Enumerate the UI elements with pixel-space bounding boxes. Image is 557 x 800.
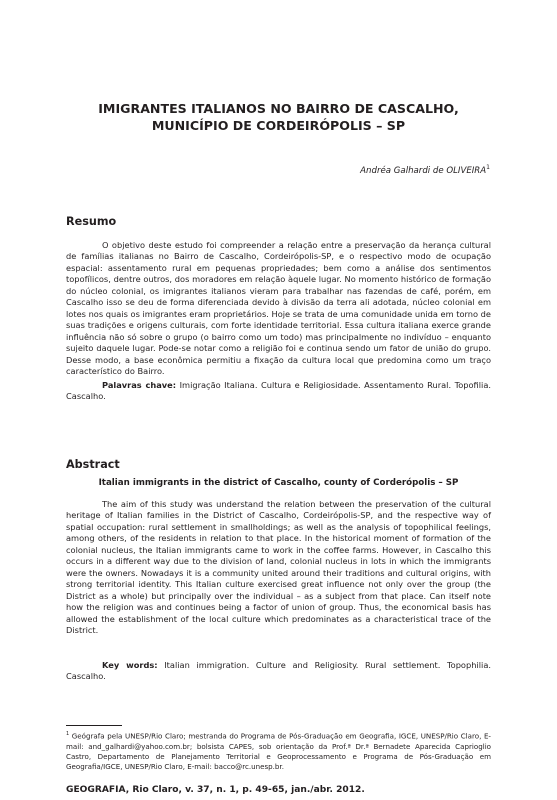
key-words — [66, 660, 491, 683]
article-title — [60, 100, 497, 134]
resumo-paragraph: O objetivo deste estudo foi compreender a relação entre a preservação da herança cultural de famílias italianas no Bairro de Cascalho, Cordeirópolis-SP, e o respectivo modo de ocupação espacial: assentamento rural em pequenas propriedades; bem como a análise dos sentimentos topofílicos, dentre outros, dos moradores em relação àquele lugar. No momento histórico de formação do núcleo colonial, os imigrantes italianos vieram para trabalhar nas fazendas de café, porém, em Cascalho isso se deu de forma diferenciada devido à divisão da terra ali adotada, núcleo colonial em lotes nos quais os imigrantes eram proprietários. Hoje se trata de uma comunidade unida em torno de suas tradições e origens culturais, com forte identidade territorial. Essa cultura italiana exerce grande influência não só sobre o grupo (o bairro como um todo) mas principalmente no indivíduo – enquanto sujeito daquele lugar. Pode-se notar como a religião foi e continua sendo um fator de união do grupo. Desse modo, a base econômica permitiu a fixação da cultura local que predomina como um traço característico do Bairro. — [66, 240, 491, 376]
palavras-chave — [66, 380, 491, 403]
title-line-1: IMIGRANTES ITALIANOS NO BAIRRO DE CASCALHO, — [98, 101, 459, 116]
key-words-label: Key words: — [102, 660, 158, 670]
title-line-2: MUNICÍPIO DE CORDEIRÓPOLIS – SP — [151, 118, 406, 133]
palavras-chave-label: Palavras chave: — [102, 380, 177, 390]
footnote-text: Geógrafa pela UNESP/Rio Claro; mestranda do Programa de Pós-Graduação em Geografia, IGCE, UNESP/Rio Claro, E-mail: and_galhardi@yahoo.com.br; bolsista CAPES, sob orientação da Prof.ª Dr.ª Bernadete Aparecida Caprioglio Castro, Departamento de Planejamento Territorial e Geoprocessamento e Programa de Pós-Graduação em Geografia/IGCE, UNESP/Rio Claro, E-mail: bacco@rc.unesp.br. — [66, 731, 491, 771]
author-footnote-mark: 1 — [486, 164, 490, 171]
key-words-text: Italian immigration. Culture and Religiosity. Rural settlement. Topophilia. Cascalho. — [66, 660, 492, 682]
footnote-divider — [66, 725, 122, 726]
abstract-paragraph: The aim of this study was understand the relation between the preservation of the cultural heritage of Italian families in the District of Cascalho, Cordeirópolis-SP, and the respective way of spatial occupation: rural settlement in smallholdings; as well as the analysis of topophilical feelings, among others, of the residents in relation to that place. In the historical moment of formation of the colonial nucleus, the Italian immigrants came to work in the coffee farms. However, in Cascalho this occurs in a different way due to the division of land, colonial nucleus in lots in which the immigrants were the owners. Nowadays it is a community united around their traditions and cultural origins, with strong territorial identity. This Italian culture exercised great influence not only over the group (the District as a whole) but principally over the individual – as a subject from that place. Can itself note how the religion was and continues being a factor of union of group. Thus, the economical basis has allowed the establishment of the local culture which predominates as a characteristical trace of the District. — [66, 499, 491, 635]
footnote — [66, 729, 491, 772]
abstract-heading: Abstract — [66, 458, 120, 471]
abstract-subtitle: Italian immigrants in the district of Cascalho, county of Corderópolis – SP — [98, 478, 459, 488]
palavras-chave-text: Imigração Italiana. Cultura e Religiosidade. Assentamento Rural. Topofilia. Cascalho. — [66, 380, 492, 402]
journal-footer: GEOGRAFIA, Rio Claro, v. 37, n. 1, p. 49-65, jan./abr. 2012. — [66, 785, 365, 795]
author-name: Andréa Galhardi de OLIVEIRA — [360, 165, 487, 176]
footnote-mark: 1 — [66, 731, 70, 737]
resumo-heading: Resumo — [66, 215, 117, 228]
author-line — [360, 164, 490, 176]
